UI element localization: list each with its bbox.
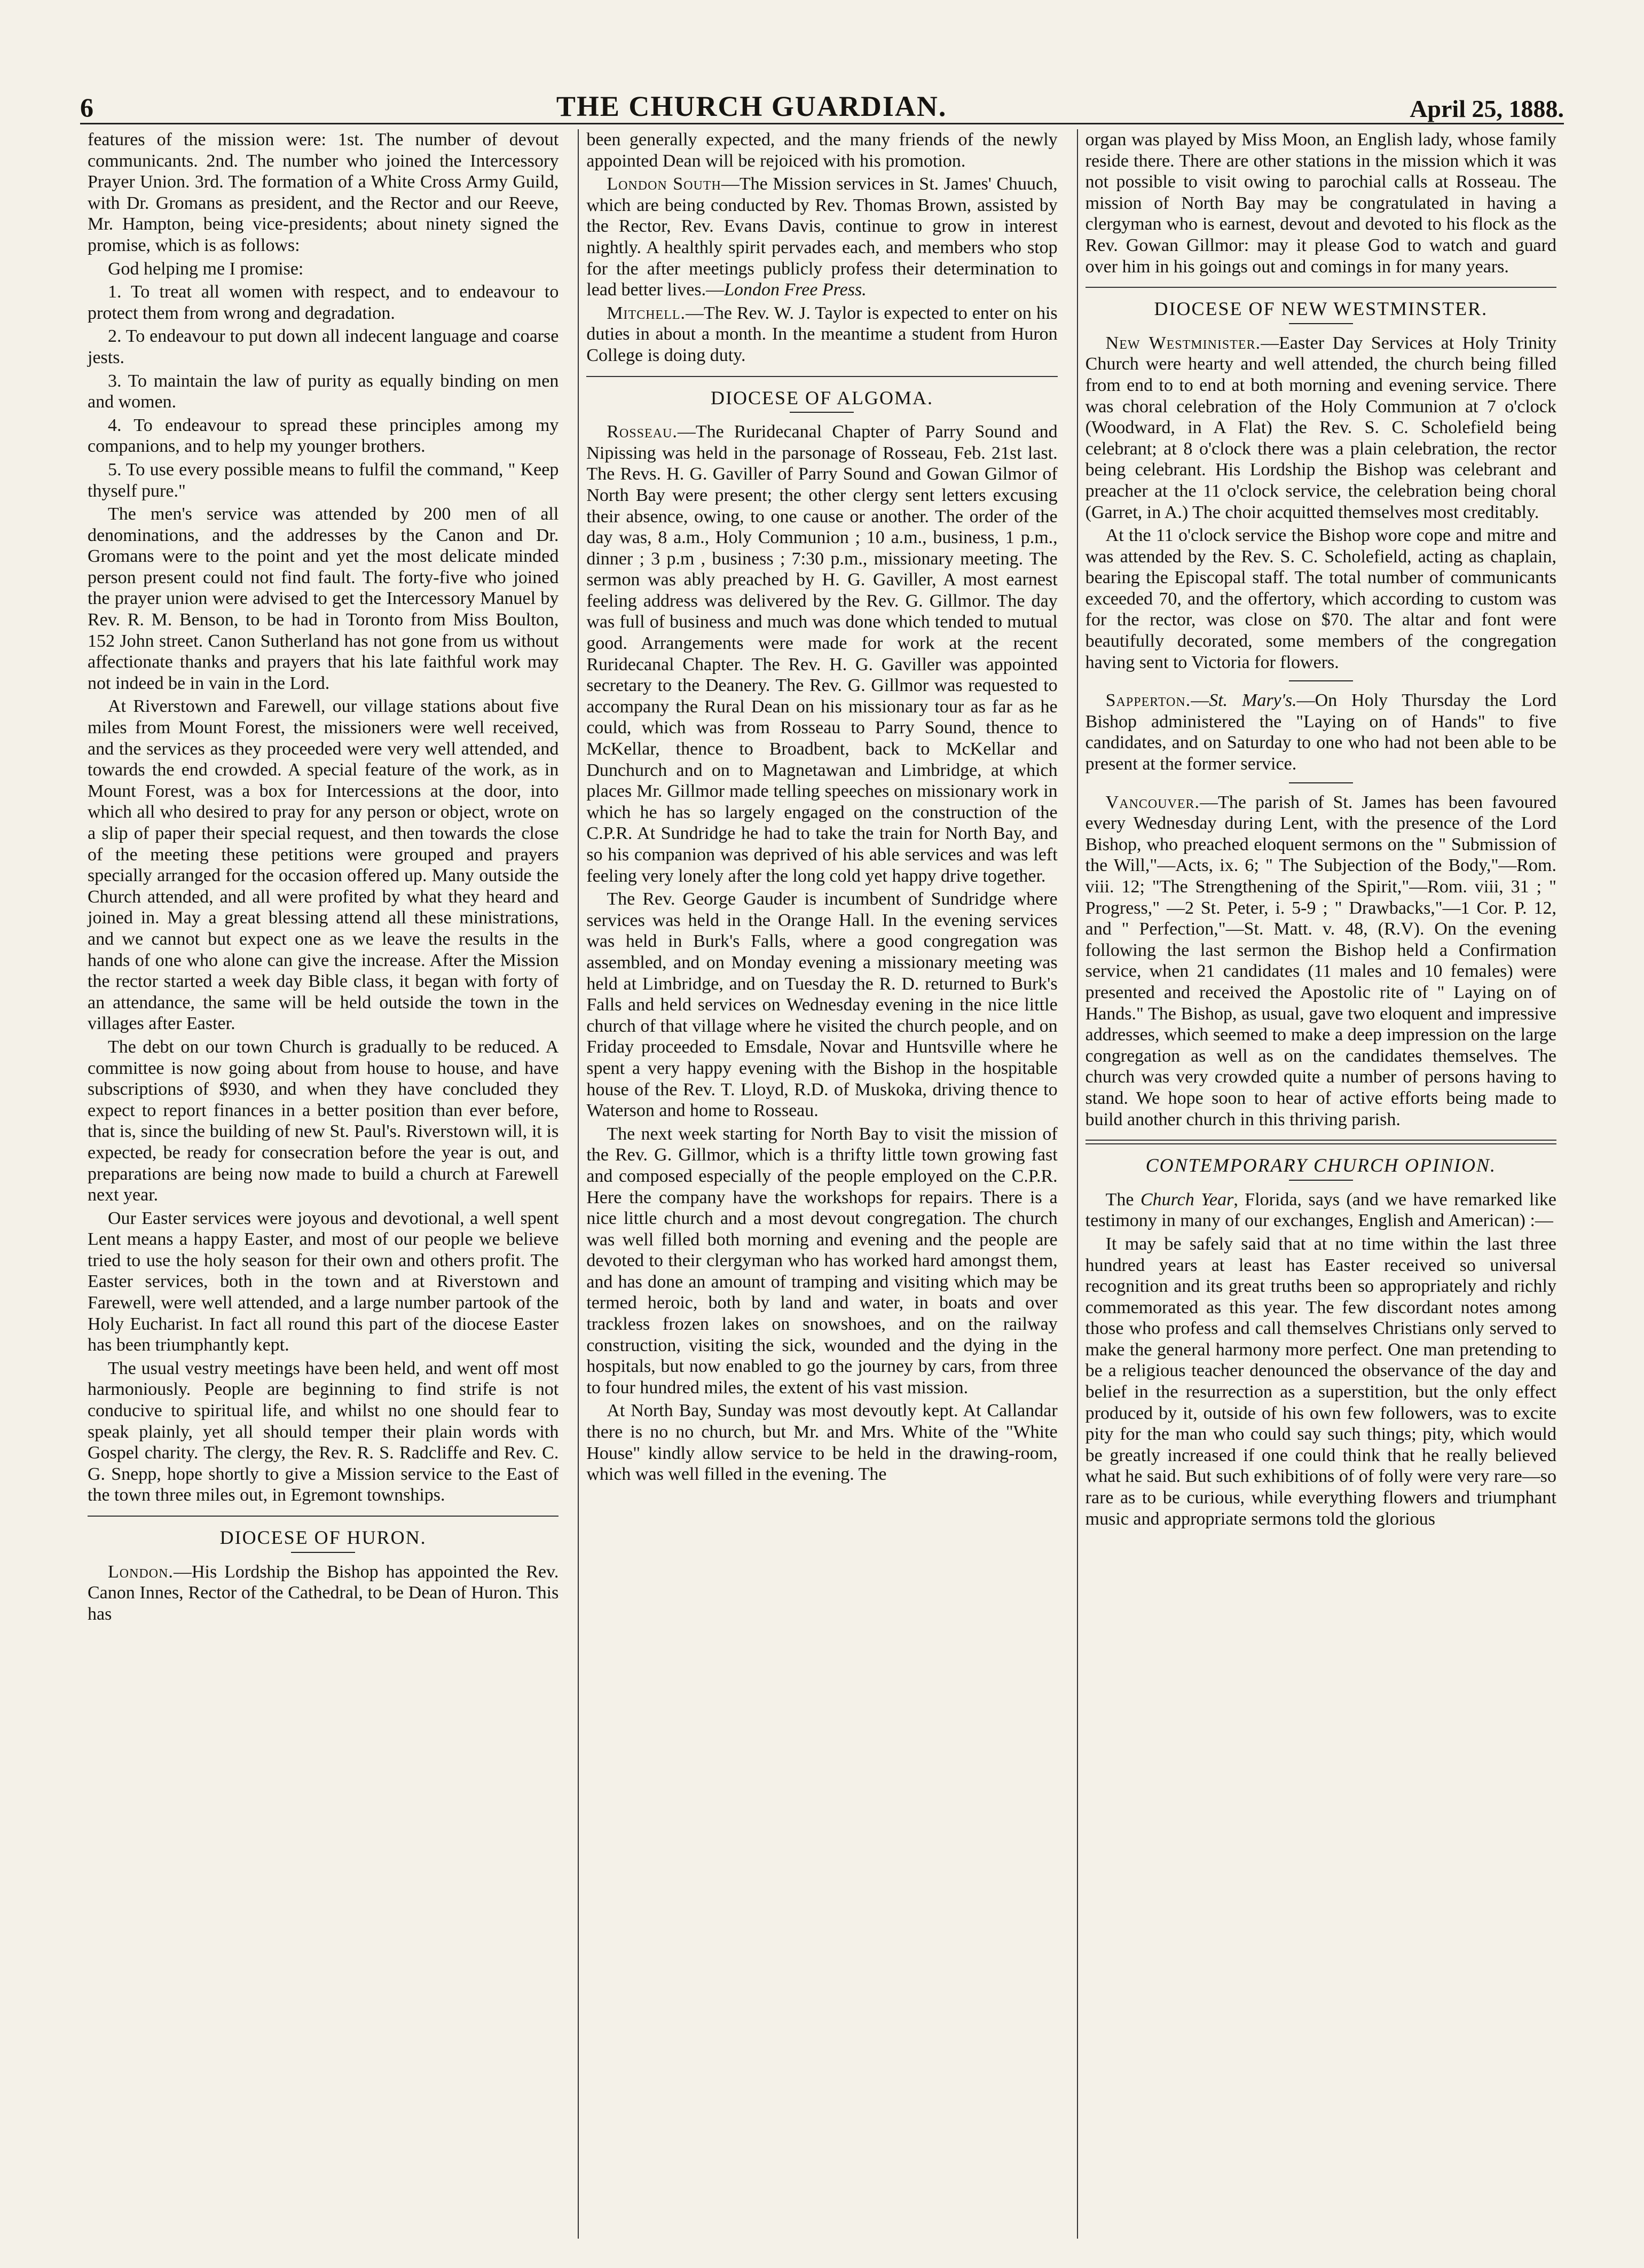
paragraph-rule: [1289, 782, 1353, 783]
paragraph: Rosseau.—The Ruridecanal Chapter of Parry Sound and Nipissing was held in the parsonage of Rosseau, Feb. 21st last. The Revs. H. G. Gaviller of Parry Sound and Gowan Gilmor of North Bay were present; the other clergy sent letters excusing their absence, owing, to one cause or another. The order of the day was, 8 a.m., Holy Communion ; 10 a.m., business, 1 p.m., dinner ; 3 p.m , business ; 7:30 p.m., missionary meeting. The sermon was ably preached by H. G. Gaviller, A most earnest feeling address was delivered by the Rev. G. Gillmor. The day was full of business and much was done which tended to mutual good. Arrangements were made for work at the recent Ruridecanal Chapter. The Rev. H. G. Gaviller was appointed secretary to the Deanery. The Rev. G. Gillmor was requested to accompany the Rural Dean on his missionary tour as far as he could, which was from Rosseau to Parry Sound, thence to McKellar, thence to Broadbent, back to McKellar and Dunchurch and on to Magnetawan and Limbridge, at which places Mr. Gillmor made telling speeches on missionary work in which he has so largely engaged on the construction of the C.P.R. At Sundridge he had to take the train for North Bay, and so his companion was deprived of his able services and was left feeling very lonely after the long cold yet happy drive together.: [586, 422, 1058, 886]
paragraph: The next week starting for North Bay to visit the mission of the Rev. G. Gillmor, which is a thrifty little town growing fast and composed especially of the people employed on the C.P.R. Here the company have the workshops for repairs. There is a nice little church and a most devout congregation. The church was well filled both morning and evening and the people are devoted to their clergyman who has worked hard amongst them, and has done an amount of tramping and visiting which may be termed heroic, both by land and water, in boats and over trackless frozen lakes on snowshoes, and on the railway construction, visiting the sick, wounded and the dying in the hospitals, but now enabled to go the journey by cars, from three to four hundred miles, the extent of his vast mission.: [586, 1124, 1058, 1398]
section-divider: [586, 376, 1057, 377]
paragraph: The men's service was attended by 200 men of all denominations, and the addresses by the Canon and Dr. Gromans were to the point and yet the most delicate minded person present could not find fault. The forty-five who joined the prayer union were advised to get the Intercessory Manuel by Rev. R. M. Benson, to be had in Toronto from Miss Boulton, 152 John street. Canon Sutherland has not gone from us without affectionate thanks and prayers that his late faithful work may not indeed be in vain in the Lord.: [88, 504, 559, 693]
heading-rule: [1289, 323, 1353, 324]
paragraph: London South—The Mission services in St. James' Chuuch, which are being conducted by Rev. Thomas Brown, assisted by the Rector, Rev. Evans Davis, continue to grow in interest nightly. A healthly spirit pervades each, and members who stop for the after meetings publicly profess their determination to lead better lives.—London Free Press.: [586, 174, 1058, 300]
paragraph: At North Bay, Sunday was most devoutly kept. At Callandar there is no no church, but Mr. and Mrs. White of the "White House" kindly allow service to be held in the drawing-room, which was well filled in the evening. The: [586, 1401, 1058, 1485]
paragraph: God helping me I promise:: [108, 258, 304, 279]
issue-date: April 25, 1888.: [1410, 95, 1564, 122]
paragraph: It may be safely said that at no time within the last three hundred years at least has Easter received so universal recognition and its great truths been so appropriately and richly commemorated as this year. The few discordant notes among those who profess and call themselves Christians only served to make the general harmony more perfect. One man pretending to be a religious teacher denounced the observance of the day and belief in the resurrection as a superstition, but the only effect produced by it, outside of his own few followers, was to excite pity for the man who could say such things; pity, which would be greatly increased if one could think that he really believed what he said. But such exhibitions of of folly were very rare—so rare as to be curious, while everything flowers and triumphant music and appropriate sermons told the glorious: [1085, 1234, 1556, 1529]
dateline: Mitchell.: [607, 303, 686, 323]
publication-name: Church Year: [1140, 1189, 1234, 1210]
promise-item: 4. To endeavour to spread these principles among my companions, and to help my younger brothers.: [88, 415, 559, 457]
paragraph: At Riverstown and Farewell, our village stations about five miles from Mount Forest, the missioners were well received, and the services as they proceeded were very well attended, and towards the end crowded. A special feature of the work, as in Mount Forest, was a box for Intercessions at the door, into which all who desired to pray for any person or object, wrote on a slip of paper their special request, and then towards the close of the meeting these petitions were grouped and prayers specially arranged for the occasion offered up. Many outside the Church attended, and all were profited by what they heard and joined in. May a great blessing attend all these ministrations, and we cannot but expect one as we leave the results in the hands of one who alone can give the increase. After the Mission the rector started a week day Bible class, it began with forty of an attendance, the same will be held outside the town in the villages after Easter.: [88, 696, 559, 1034]
paragraph: The Rev. George Gauder is incumbent of Sundridge where services was held in the Orange Hall. In the evening services was held in Burk's Falls, where a good congregation was assembled, and on Monday evening a missionary meeting was held at Limbridge, and on Tuesday the R. D. returned to Burk's Falls and held services on Wednesday evening in the nice little church of that village where he visited the church people, and on Friday proceeded to Emsdale, Novar and Huntsville where he spent a very happy evening with the Bishop in the hospitable house of the Rev. T. Lloyd, R.D. of Muskoka, driving thence to Waterson and home to Rosseau.: [586, 889, 1058, 1121]
page-number: 6: [80, 92, 93, 122]
paragraph: The usual vestry meetings have been held, and went off most harmoniously. People are beginning to find strife is not conducive to spiritual life, and whilst no one should fear to speak plainly, yet all should temper their plain words with Gospel charity. The clergy, the Rev. R. S. Radcliffe and Rev. C. G. Snepp, hope shortly to give a Mission service to the East of the town three miles out, in Egremont townships.: [88, 1358, 559, 1505]
dateline: New Westminister.: [1105, 333, 1261, 353]
paragraph: Vancouver.—The parish of St. James has been favoured every Wednesday during Lent, with the presence of the Lord Bishop, who preached eloquent sermons on the " Submission of the Will,"—Acts, ix. 6; " The Subjection of the Body,"—Rom. viii. 12; "The Strengthening of the Spirit,"—Rom. viii, 31 ; " Progress," —2 St. Peter, i. 5-9 ; " Drawbacks,"—1 Cor. P. 12, and " Perfection,"—St. Matt. v. 48, (R.V). On the evening following the last sermon the Bishop held a Confirmation service, when 21 candidates (11 males and 10 females) were presented and received the Apostolic rite of " Laying on of Hands." The Bishop, as usual, gave two eloquent and impressive addresses, which seemed to make a deep impression on the large congregation as well as on the candidates themselves. The church was very crowded quite a number of persons having to stand. We hope soon to hear of active efforts being made to build another church in this thriving parish.: [1085, 792, 1556, 1129]
column-1: [80, 129, 566, 2239]
masthead: [80, 80, 1564, 124]
paragraph: organ was played by Miss Moon, an English lady, whose family reside there. There are other stations in the mission which it was not possible to visit owing to parochial calls at Rosseau. The mission of North Bay may be congratulated in having a clergyman who is earnest, devout and devoted to his flock as the Rev. Gowan Gillmor: may it please God to watch and guard over him in his goings out and comings in for many years.: [1085, 130, 1556, 277]
paragraph: been generally expected, and the many friends of the newly appointed Dean will be rejoiced with his promotion.: [586, 130, 1058, 171]
promise-item: 3. To maintain the law of purity as equally binding on men and women.: [88, 371, 559, 412]
dateline: London South: [607, 174, 721, 194]
section-heading-huron: DIOCESE OF HURON.: [219, 1527, 427, 1548]
paragraph: New Westminister.—Easter Day Services at Holy Trinity Church were hearty and well attended, the church being filled from end to to end at both morning and evening service. There was choral celebration of the Holy Communion at 7 o'clock (Woodward, in A Flat) the Rev. S. C. Scholefield being celebrant; at 8 o'clock there was a plain celebration, the rector being celebrant. His Lordship the Bishop was celebrant and preacher at the 11 o'clock service, the celebration being choral (Garret, in A.) The choir acquitted themselves most creditably.: [1085, 333, 1556, 522]
promise-item: 5. To use every possible means to fulfil the command, " Keep thyself pure.": [88, 459, 559, 501]
section-divider: [1085, 1140, 1556, 1144]
dateline: Sapperton.: [1105, 690, 1191, 711]
promise-item: 2. To endeavour to put down all indecent language and coarse jests.: [88, 326, 559, 367]
paragraph: Sapperton.—St. Mary's.—On Holy Thursday the Lord Bishop administered the "Laying on of Hands" to five candidates, and on Saturday to one who had not been able to be present at the former service.: [1085, 690, 1556, 774]
paragraph-rule: [1289, 680, 1353, 681]
section-heading-algoma: DIOCESE OF ALGOMA.: [710, 387, 933, 409]
paragraph: The debt on our town Church is gradually to be reduced. A committee is now going about from house to house, and have subscriptions of $930, and when they have concluded they expect to report finances in a better position than ever before, that is, since the building of new St. Paul's. Riverstown will, it is expected, be ready for consecration before the year is out, and preparations are being now made to build a church at Farewell next year.: [88, 1037, 559, 1205]
dateline: Rosseau.: [607, 422, 678, 442]
dateline: London.: [108, 1561, 174, 1582]
dateline: Vancouver.: [1105, 792, 1200, 812]
promise-item: 1. To treat all women with respect, and to endeavour to protect them from wrong and degradation.: [88, 282, 559, 323]
section-heading-new-westminster: DIOCESE OF NEW WESTMINSTER.: [1154, 298, 1488, 320]
paragraph: The Church Year, Florida, says (and we have remarked like testimony in many of our exchanges, English and American) :—: [1085, 1189, 1556, 1231]
paragraph: features of the mission were: 1st. The number of devout communicants. 2nd. The number who joined the Intercessory Prayer Union. 3rd. The formation of a White Cross Army Guild, with Dr. Gromans as president, and the Rector and our Reeve, Mr. Hampton, being vice-presidents; about ninety signed the promise, which is as follows:: [88, 130, 559, 255]
column-3: [1077, 129, 1564, 2239]
heading-rule: [1289, 1180, 1353, 1181]
heading-rule: [790, 412, 854, 413]
section-heading-contemporary-opinion: CONTEMPORARY CHURCH OPINION.: [1145, 1155, 1496, 1176]
heading-rule: [291, 1552, 355, 1553]
section-divider: [1085, 287, 1556, 288]
paragraph: At the 11 o'clock service the Bishop wore cope and mitre and was attended by the Rev. S. C. Scholefield, acting as chaplain, bearing the Episcopal staff. The total number of communicants exceeded 70, and the offertory, which according to custom was for the rector, was close on $70. The altar and font were beautifully decorated, some members of the congregation having sent to Victoria for flowers.: [1085, 525, 1556, 672]
column-2: [578, 129, 1065, 2239]
paragraph: Mitchell.—The Rev. W. J. Taylor is expected to enter on his duties in about a month. In the meantime a student from Huron College is doing duty.: [586, 303, 1058, 365]
paragraph: London.—His Lordship the Bishop has appointed the Rev. Canon Innes, Rector of the Cathedral, to be Dean of Huron. This has: [88, 1561, 559, 1624]
newspaper-title: THE CHURCH GUARDIAN.: [556, 90, 947, 122]
article-columns: [80, 129, 1564, 2239]
section-divider: [88, 1516, 559, 1517]
paragraph: Our Easter services were joyous and devotional, a well spent Lent means a happy Easter, and most of our people we believe tried to use the holy season for their own and others profit. The Easter services, both in the town and at Riverstown and Farewell, were well attended, and a large number partook of the Holy Eucharist. In fact all round this part of the diocese Easter has been triumphantly kept.: [88, 1208, 559, 1355]
church-name: St. Mary's.: [1209, 690, 1297, 711]
source-credit: London Free Press.: [724, 280, 867, 300]
